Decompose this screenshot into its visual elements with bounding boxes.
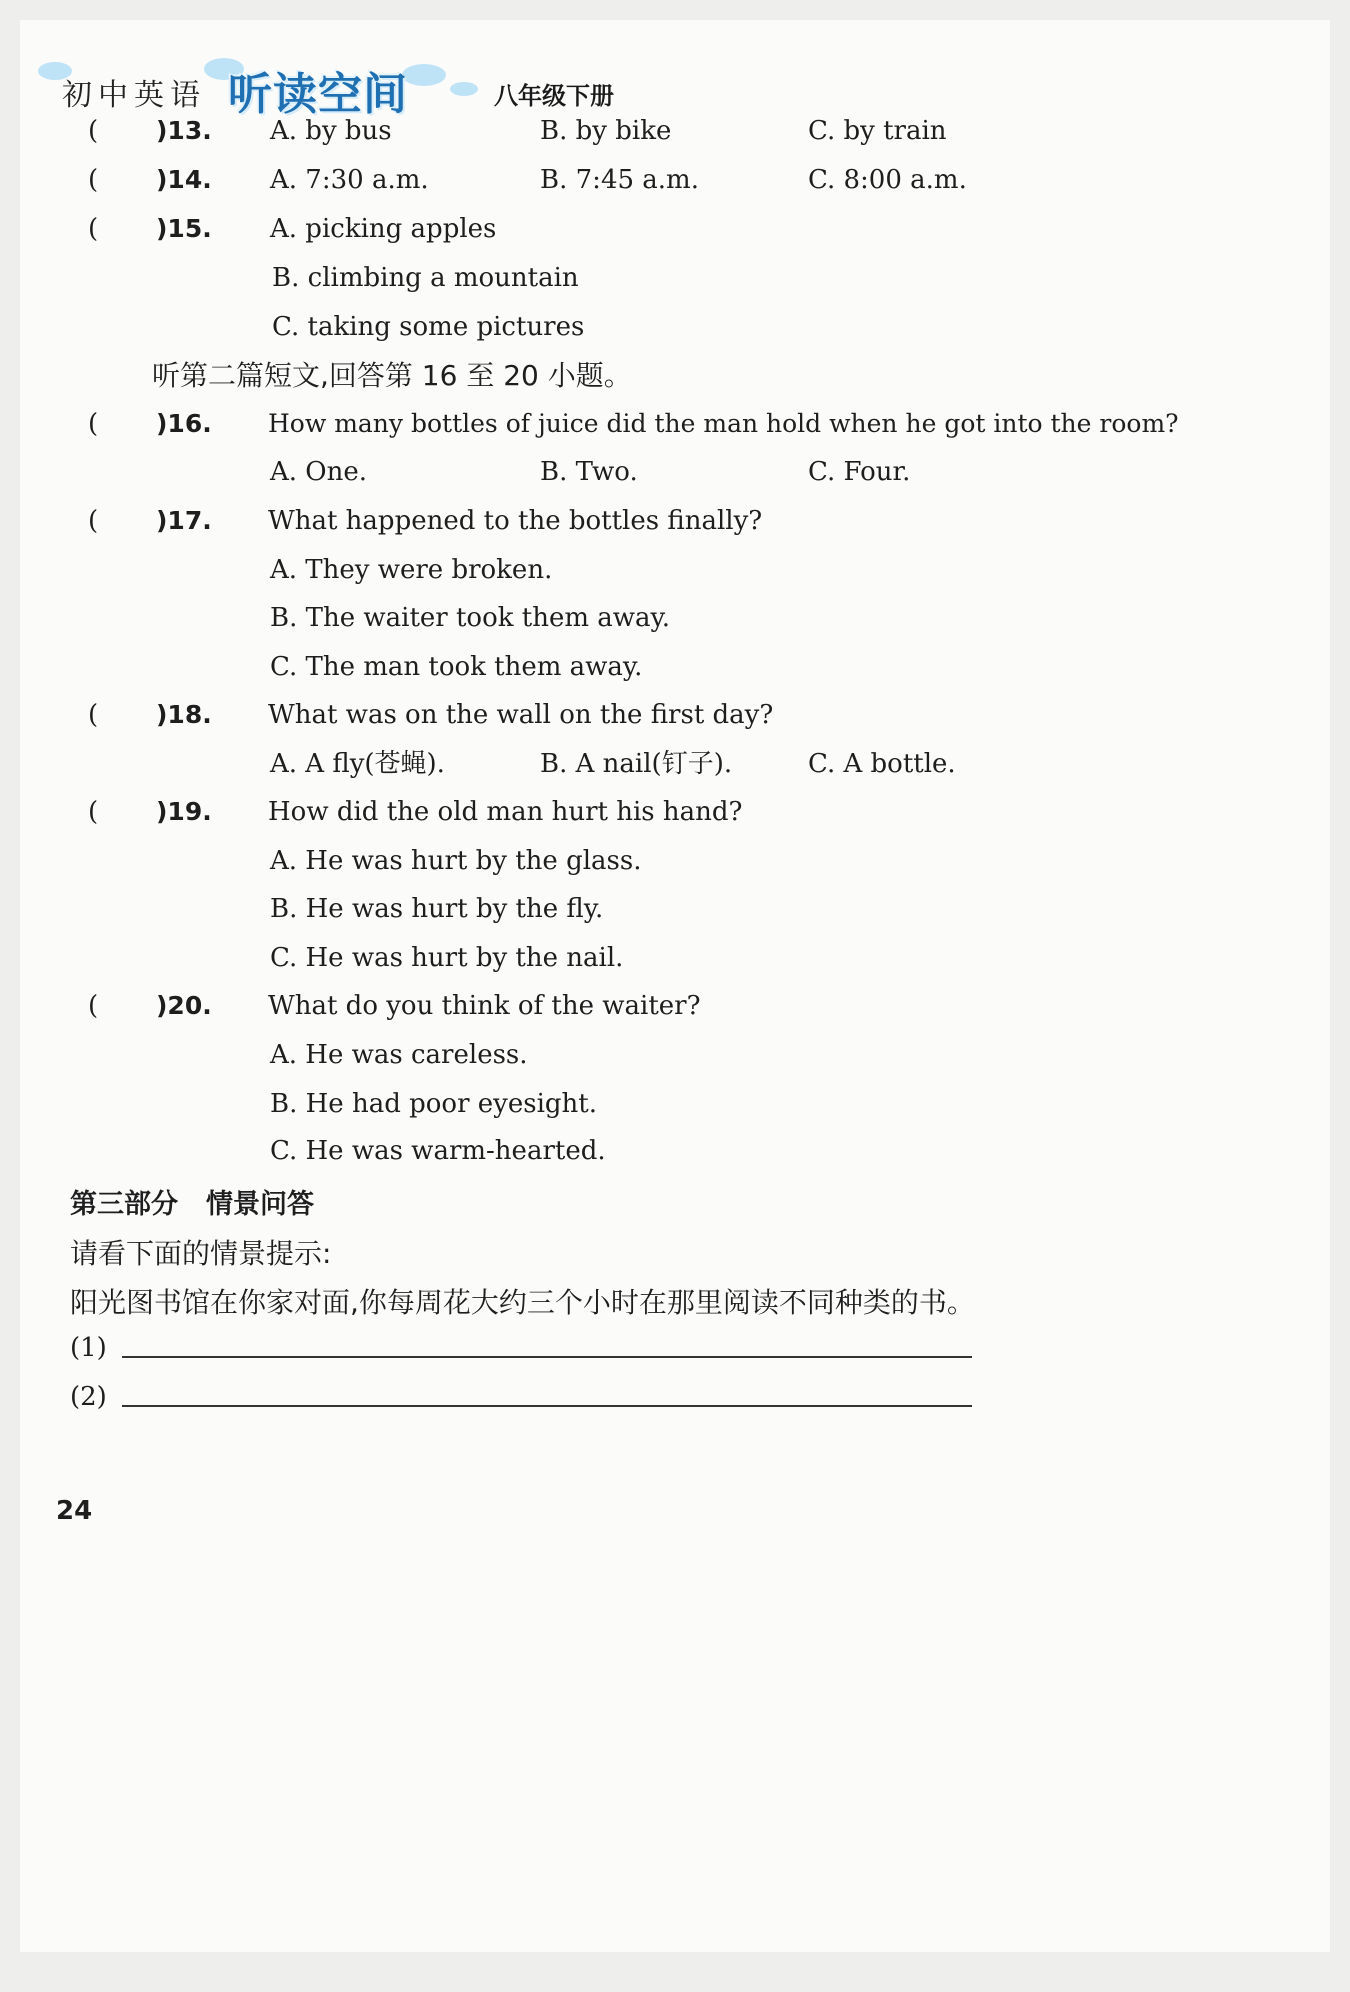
option-b: B. He had poor eyesight. — [270, 1089, 597, 1119]
blank-label-2: (2) — [70, 1382, 107, 1412]
scenario-text: 阳光图书馆在你家对面,你每周花大约三个小时在那里阅读不同种类的书。 — [70, 1286, 975, 1319]
question-number: )19. — [156, 797, 212, 826]
page-number: 24 — [56, 1496, 93, 1526]
option-a: A. One. — [270, 457, 368, 487]
option-c: C. Four. — [808, 457, 911, 487]
answer-paren[interactable]: ( — [88, 165, 99, 195]
answer-line-1[interactable] — [122, 1356, 972, 1358]
question-stem: What do you think of the waiter? — [268, 991, 701, 1021]
answer-paren[interactable]: ( — [88, 116, 99, 146]
option-a: A. He was careless. — [270, 1040, 528, 1070]
option-c: C. He was warm-hearted. — [270, 1136, 606, 1166]
passage-instruction: 听第二篇短文,回答第 16 至 20 小题。 — [152, 359, 632, 392]
answer-paren[interactable]: ( — [88, 409, 99, 439]
section-title: 第三部分 — [70, 1189, 178, 1220]
answer-paren[interactable]: ( — [88, 214, 99, 244]
answer-paren[interactable]: ( — [88, 700, 99, 730]
option-b: B. climbing a mountain — [272, 263, 579, 293]
question-number: )14. — [156, 165, 212, 194]
option-c: C. by train — [808, 116, 947, 146]
option-b: B. The waiter took them away. — [270, 603, 671, 633]
question-stem: What was on the wall on the first day? — [268, 700, 774, 730]
option-a: A. by bus — [270, 116, 392, 146]
series-title: 初中英语 — [62, 78, 206, 113]
workbook-page — [20, 20, 1330, 1952]
cloud-decoration — [402, 64, 446, 86]
question-number: )17. — [156, 506, 212, 535]
question-stem: How many bottles of juice did the man hold when he got into the room? — [268, 409, 1179, 438]
option-c: C. The man took them away. — [270, 652, 643, 682]
grade-label: 八年级下册 — [494, 82, 614, 110]
option-a: A. 7:30 a.m. — [270, 165, 429, 195]
question-number: )15. — [156, 214, 212, 243]
brand-logo-text: 听读空间 — [228, 69, 408, 120]
option-b: B. Two. — [540, 457, 638, 487]
answer-paren[interactable]: ( — [88, 797, 99, 827]
question-number: )20. — [156, 991, 212, 1020]
option-c: C. A bottle. — [808, 749, 956, 779]
option-c: C. He was hurt by the nail. — [270, 943, 624, 973]
option-a: A. A fly(苍蝇). — [270, 749, 445, 779]
question-number: )18. — [156, 700, 212, 729]
option-b: B. 7:45 a.m. — [540, 165, 699, 195]
option-a: A. picking apples — [270, 214, 497, 244]
option-c: C. 8:00 a.m. — [808, 165, 967, 195]
cloud-decoration — [450, 82, 478, 96]
option-c: C. taking some pictures — [272, 312, 585, 342]
option-b: B. A nail(钉子). — [540, 749, 733, 779]
question-stem: What happened to the bottles finally? — [268, 506, 763, 536]
scenario-prompt-label: 请看下面的情景提示: — [70, 1237, 332, 1270]
option-b: B. He was hurt by the fly. — [270, 894, 604, 924]
answer-paren[interactable]: ( — [88, 991, 99, 1021]
blank-label-1: (1) — [70, 1333, 107, 1363]
question-number: )16. — [156, 409, 212, 438]
question-number: )13. — [156, 116, 212, 145]
question-stem: How did the old man hurt his hand? — [268, 797, 743, 827]
option-a: A. He was hurt by the glass. — [270, 846, 642, 876]
answer-line-2[interactable] — [122, 1405, 972, 1407]
option-b: B. by bike — [540, 116, 672, 146]
option-a: A. They were broken. — [270, 555, 553, 585]
section-subtitle: 情景问答 — [206, 1189, 314, 1220]
answer-paren[interactable]: ( — [88, 506, 99, 536]
